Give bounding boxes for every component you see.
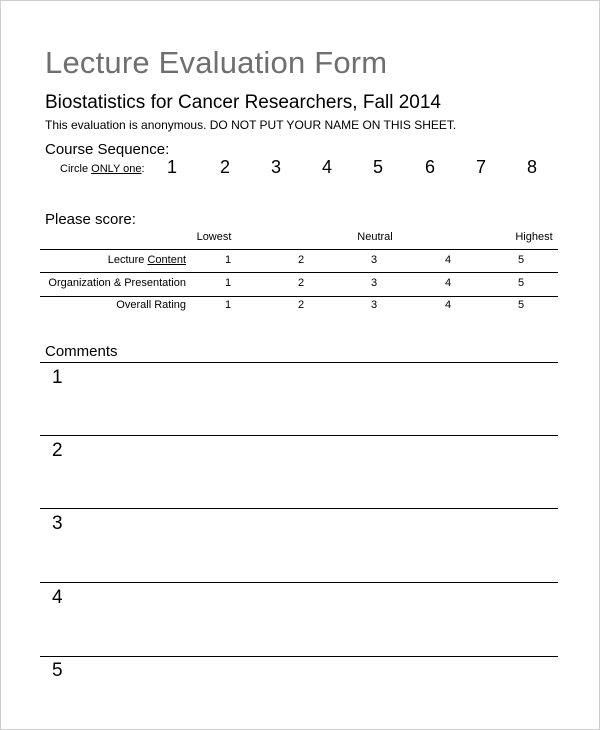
rating-option[interactable]: 4 [444,254,452,266]
score-row-label [116,299,186,311]
score-row-label-text: Lecture [107,254,148,266]
comments-heading: Comments [45,343,118,360]
score-row-label-emphasis: Content [147,254,186,266]
score-row-label-text: Overall Rating [116,299,186,311]
sequence-option-8[interactable]: 8 [526,157,537,177]
rating-option[interactable]: 3 [370,254,378,266]
comment-line[interactable] [40,656,558,657]
score-row-divider [40,296,558,297]
score-row-divider [40,272,558,273]
anonymity-notice: This evaluation is anonymous. DO NOT PUT YOUR NAME ON THIS SHEET. [45,118,457,132]
rating-option[interactable]: 5 [517,299,525,311]
sequence-option-1[interactable]: 1 [166,157,177,177]
scale-label-neutral: Neutral [357,231,393,243]
rating-option[interactable]: 5 [517,254,525,266]
sequence-option-6[interactable]: 6 [424,157,435,177]
rating-option[interactable]: 2 [297,299,305,311]
scale-label-lowest: Lowest [196,231,232,243]
rating-option[interactable]: 4 [444,277,452,289]
rating-option[interactable]: 3 [370,299,378,311]
rating-option[interactable]: 5 [517,277,525,289]
comment-line[interactable] [40,435,558,436]
comment-number: 4 [52,587,63,608]
course-sequence-heading: Course Sequence: [45,141,170,158]
form-title: Lecture Evaluation Form [45,45,388,80]
circle-instruction [60,163,145,175]
circle-instruction-suffix: : [141,163,145,175]
rating-option[interactable]: 2 [297,277,305,289]
sequence-option-5[interactable]: 5 [372,157,383,177]
score-row-label [108,254,186,266]
rating-option[interactable]: 2 [297,254,305,266]
sequence-option-2[interactable]: 2 [219,157,230,177]
score-row-label [48,277,186,289]
comment-line[interactable] [40,508,558,509]
rating-option[interactable]: 4 [444,299,452,311]
sequence-option-4[interactable]: 4 [321,157,332,177]
circle-instruction-emphasis: ONLY one [91,163,142,175]
comment-number: 2 [52,440,63,461]
score-row-label-text: Organization & Presentation [48,277,186,289]
score-heading: Please score: [45,211,136,228]
rating-option[interactable]: 1 [224,277,232,289]
comments-heading-line [40,362,558,363]
course-subtitle: Biostatistics for Cancer Researchers, Fall 2014 [45,92,441,113]
rating-option[interactable]: 3 [370,277,378,289]
comment-number: 3 [52,513,63,534]
circle-instruction-prefix: Circle [60,163,92,175]
comment-number: 5 [52,660,63,681]
rating-option[interactable]: 1 [224,299,232,311]
sequence-option-3[interactable]: 3 [270,157,281,177]
comment-line[interactable] [40,582,558,583]
rating-option[interactable]: 1 [224,254,232,266]
comment-number: 1 [52,367,63,388]
score-table-divider [40,249,558,250]
scale-label-highest: Highest [515,231,553,243]
sequence-option-7[interactable]: 7 [475,157,486,177]
